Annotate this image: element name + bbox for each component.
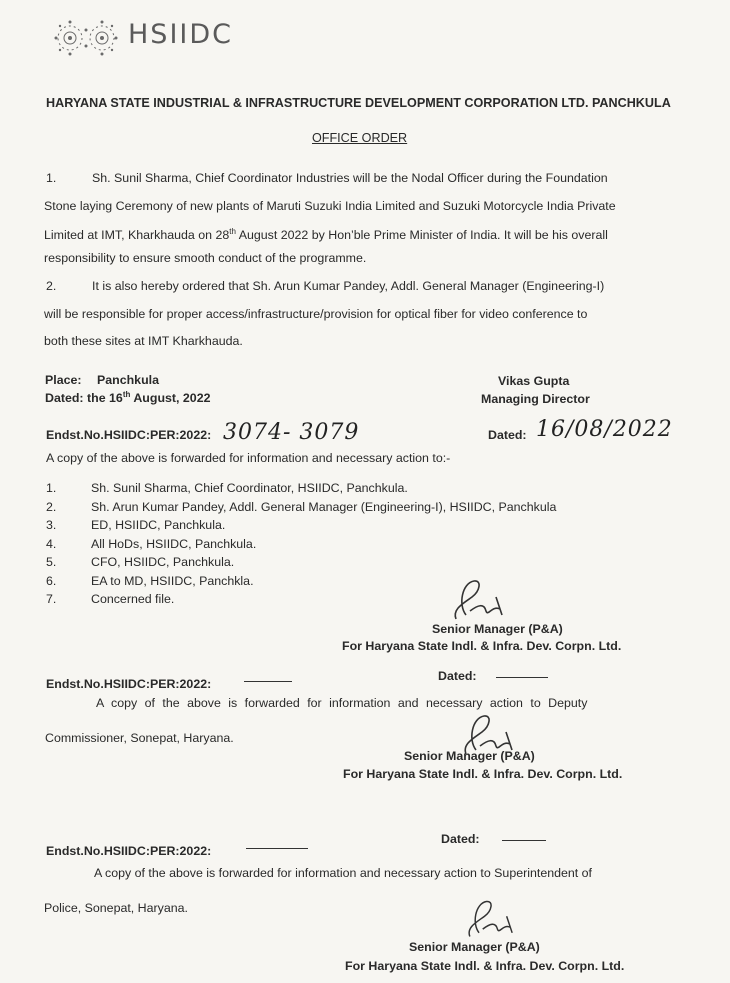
signatory-name: Vikas Gupta bbox=[498, 374, 570, 388]
endst3-label: Endst.No.HSIIDC:PER:2022: bbox=[46, 844, 212, 858]
endst3-line1: A copy of the above is forwarded for information and necessary action to Superintendent of bbox=[94, 866, 592, 880]
endst2-dated-label: Dated: bbox=[438, 669, 477, 683]
recipient-item bbox=[46, 518, 646, 536]
endst2-no-line bbox=[244, 681, 292, 682]
recipient-num: 3. bbox=[46, 518, 57, 532]
signature-3-icon bbox=[456, 896, 526, 942]
endst1-handwritten-date: 16/08/2022 bbox=[536, 417, 673, 442]
recipient-list bbox=[46, 481, 646, 611]
org-title: HARYANA STATE INDUSTRIAL & INFRASTRUCTURE DEVELOPMENT CORPORATION LTD. PANCHKULA bbox=[46, 96, 671, 110]
recipient-item bbox=[46, 555, 646, 573]
place-value: Panchkula bbox=[97, 373, 159, 387]
para1-num: 1. bbox=[46, 171, 57, 185]
recipient-num: 4. bbox=[46, 536, 57, 551]
endst1-handwritten-no: 3074- 3079 bbox=[223, 420, 360, 445]
recipient-text: Sh. Arun Kumar Pandey, Addl. General Manager (Engineering-I), HSIIDC, Panchkula bbox=[91, 499, 557, 514]
endst1-intro: A copy of the above is forwarded for information and necessary action to:- bbox=[46, 451, 451, 465]
recipient-num: 2. bbox=[46, 499, 57, 514]
signatory-title: Managing Director bbox=[481, 392, 590, 406]
endst3-date-line bbox=[502, 840, 546, 841]
endst2-line2: Commissioner, Sonepat, Haryana. bbox=[45, 731, 234, 745]
endst3-dated-label: Dated: bbox=[441, 832, 480, 846]
place-label: Place: bbox=[45, 373, 82, 387]
recipient-num: 1. bbox=[46, 481, 57, 495]
recipient-item bbox=[46, 537, 646, 555]
logo-text: HSIIDC bbox=[128, 19, 234, 50]
para2-num: 2. bbox=[46, 279, 57, 293]
endst1-dated-label: Dated: bbox=[488, 428, 527, 442]
dated-line: Dated: the 16th August, 2022 bbox=[45, 390, 211, 406]
endst1-label: Endst.No.HSIIDC:PER:2022: bbox=[46, 428, 212, 442]
signature-1-icon bbox=[444, 575, 514, 625]
recipient-text: ED, HSIIDC, Panchkula. bbox=[91, 518, 226, 532]
sig1-org: For Haryana State Indl. & Infra. Dev. Corpn. Ltd. bbox=[342, 639, 622, 653]
recipient-item bbox=[46, 481, 646, 499]
recipient-num: 5. bbox=[46, 555, 57, 569]
recipient-num: 7. bbox=[46, 592, 57, 606]
endst2-label: Endst.No.HSIIDC:PER:2022: bbox=[46, 677, 212, 691]
endst3-line2: Police, Sonepat, Haryana. bbox=[44, 901, 188, 915]
para2-line3: both these sites at IMT Kharkhauda. bbox=[44, 334, 243, 348]
recipient-text: EA to MD, HSIIDC, Panchkla. bbox=[91, 573, 254, 588]
para1-line2: Stone laying Ceremony of new plants of Maruti Suzuki India Limited and Suzuki Motorcycle India Private bbox=[44, 199, 616, 213]
sig2-title: Senior Manager (P&A) bbox=[404, 749, 535, 763]
recipient-num: 6. bbox=[46, 573, 57, 588]
para1-line3: Limited at IMT, Kharkhauda on 28th August 2022 by Hon’ble Prime Minister of India. It will be his overall bbox=[44, 227, 608, 243]
endst2-line1: A copy of the above is forwarded for information and necessary action to Deputy bbox=[96, 696, 588, 710]
recipient-text: CFO, HSIIDC, Panchkula. bbox=[91, 555, 235, 569]
endst2-date-line bbox=[496, 677, 548, 678]
para1-line1: Sh. Sunil Sharma, Chief Coordinator Industries will be the Nodal Officer during the Foundation bbox=[92, 171, 608, 185]
sig3-org: For Haryana State Indl. & Infra. Dev. Corpn. Ltd. bbox=[345, 959, 625, 973]
recipient-text: Sh. Sunil Sharma, Chief Coordinator, HSIIDC, Panchkula. bbox=[91, 481, 408, 495]
sig2-org: For Haryana State Indl. & Infra. Dev. Corpn. Ltd. bbox=[343, 767, 623, 781]
recipient-item bbox=[46, 500, 646, 518]
para2-line1: It is also hereby ordered that Sh. Arun Kumar Pandey, Addl. General Manager (Engineering-I) bbox=[92, 279, 605, 293]
sig3-title: Senior Manager (P&A) bbox=[409, 940, 540, 954]
hsiidc-logo-icon bbox=[52, 16, 122, 60]
sig1-title: Senior Manager (P&A) bbox=[432, 622, 563, 636]
recipient-item bbox=[46, 592, 646, 610]
para2-line2: will be responsible for proper access/infrastructure/provision for optical fiber for video conference to bbox=[44, 307, 588, 321]
doc-type-title: OFFICE ORDER bbox=[312, 131, 408, 145]
endst3-no-line bbox=[246, 848, 308, 849]
recipient-item bbox=[46, 574, 646, 592]
recipient-text: Concerned file. bbox=[91, 592, 175, 606]
recipient-text: All HoDs, HSIIDC, Panchkula. bbox=[91, 536, 257, 551]
para1-line4: responsibility to ensure smooth conduct of the programme. bbox=[44, 251, 367, 265]
